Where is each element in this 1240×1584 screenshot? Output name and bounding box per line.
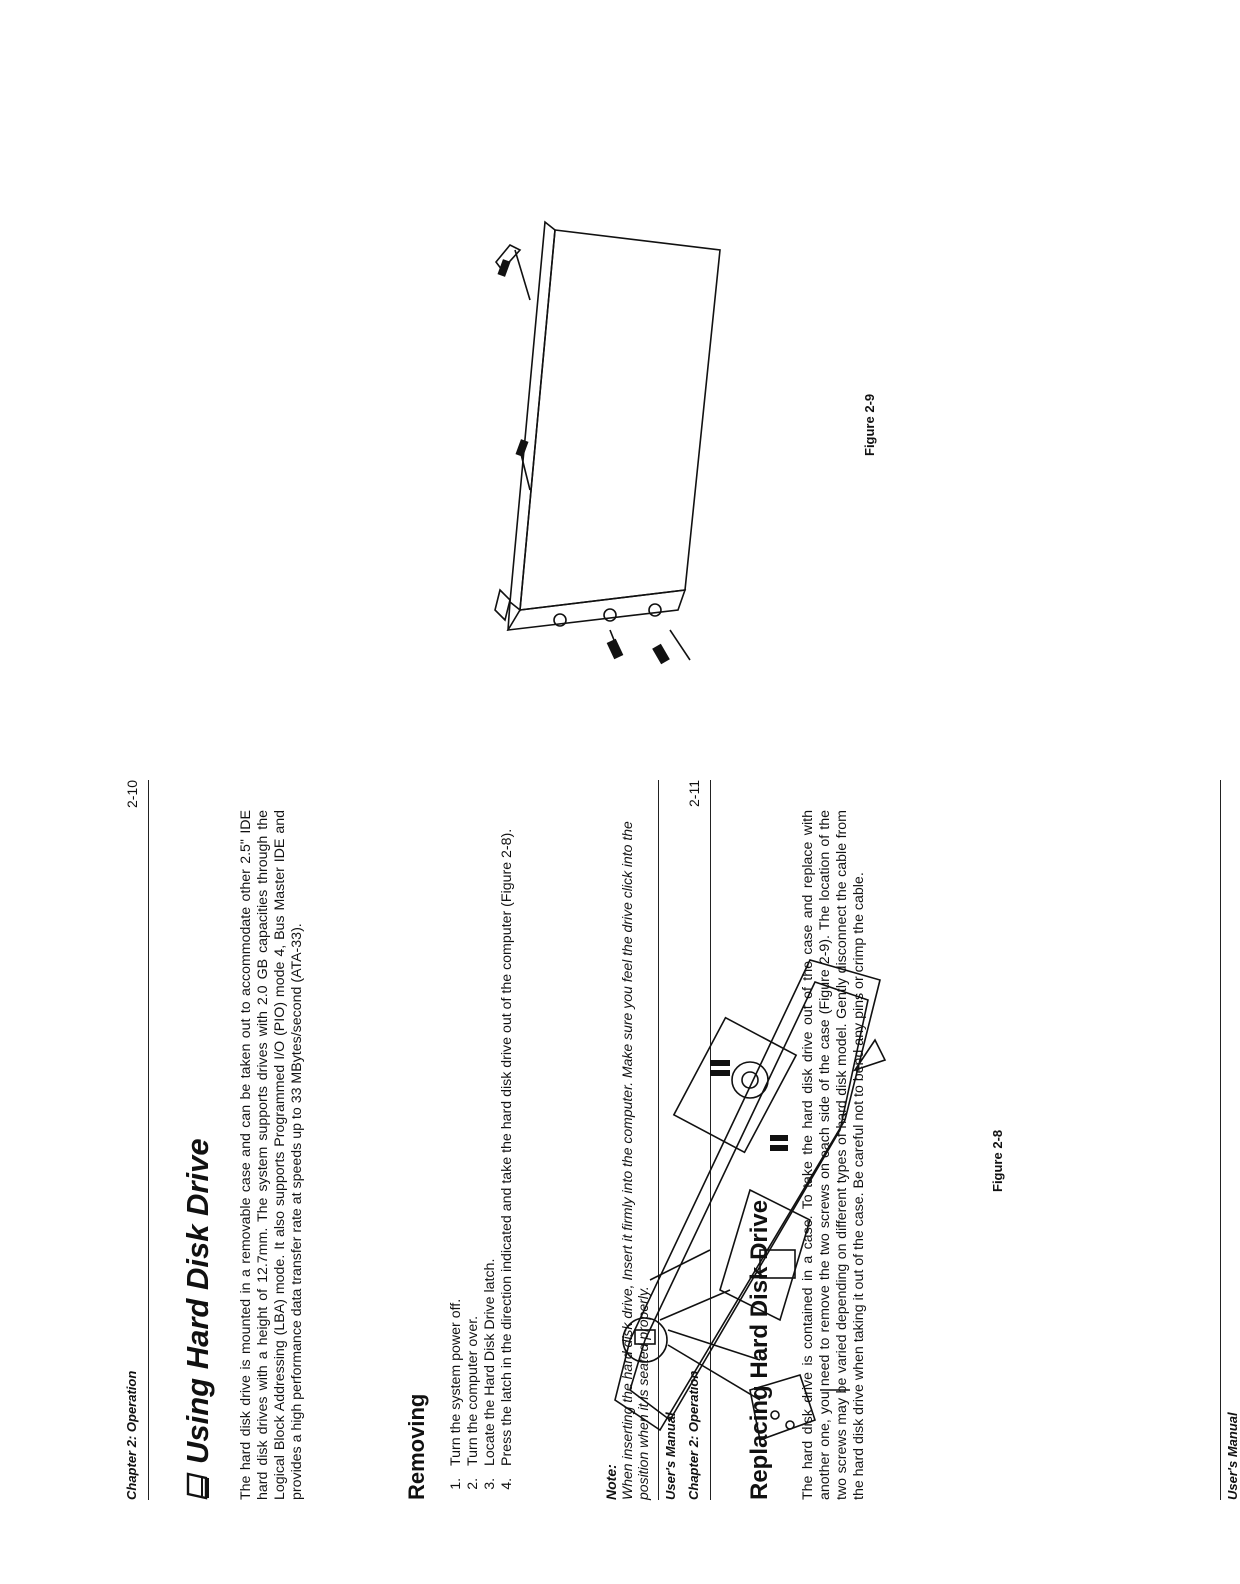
- page-header: [118, 780, 149, 1500]
- figure-2-8-drawing: [600, 920, 890, 1480]
- note-body: When inserting the hard disk drive, Insert it firmly into the computer. Make sure you feel the drive click into the position when it is seated properly.: [619, 821, 651, 1500]
- figure-2-8-caption: Figure 2-8: [990, 1129, 1005, 1192]
- list-item: 1. Turn the system power off.: [448, 784, 465, 1474]
- note-title: Note:: [603, 1464, 619, 1500]
- footer-label: User's Manual: [663, 1412, 678, 1500]
- page-title-text: Using Hard Disk Drive: [180, 1138, 215, 1464]
- list-item: 4. Press the latch in the direction indicated and take the hard disk drive out of the computer (Figure 2-8).: [499, 784, 516, 1474]
- page-2-10: [118, 780, 678, 1500]
- body-paragraph: The hard disk drive is contained in a case. To take the hard disk drive out of the case and replace with another one, you need to remove the two screws on each side of the case (Figure 2-9). The location of the two screws may be varied depending on different types of hard disk model. Gently disconnect the cable from the hard disk drive when taking it out of the case. Be careful not to bend any pins or crimp the cable.: [800, 810, 867, 1500]
- figure-2-9-caption: Figure 2-9: [862, 393, 877, 456]
- page-number: 2-10: [124, 780, 140, 809]
- footer-label: User's Manual: [1225, 1412, 1240, 1500]
- page-footer: [1220, 780, 1240, 1500]
- section-heading-removing: Removing: [404, 1393, 429, 1500]
- intro-paragraph: The hard disk drive is mounted in a removable case and can be taken out to accommodate other 2.5" IDE hard disk drives with a height of 12.7mm. The system supports drives with 2.0 GB capacities through the Logical Block Addressing (LBA) mode. It also supports Programmed I/O (PIO) mode 4, Bus Master IDE and provides a high performance data transfer rate at speeds up to 33 MBytes/second (ATA-33).: [238, 810, 305, 1500]
- page-number: 2-11: [686, 780, 702, 807]
- figure-2-9-drawing: [460, 190, 740, 650]
- chapter-label: Chapter 2: Operation: [686, 1370, 701, 1500]
- list-item: 3. Locate the Hard Disk Drive latch.: [482, 784, 499, 1474]
- list-item: 2. Turn the computer over.: [465, 784, 482, 1474]
- chapter-label: Chapter 2: Operation: [124, 1370, 139, 1500]
- figure-2-8-illustration: [513, 820, 533, 1480]
- hard-disk-icon: [186, 1472, 210, 1500]
- page-title: [180, 1138, 216, 1500]
- page-title: Replacing Hard Disk Drive: [746, 1199, 773, 1500]
- removal-steps: [448, 784, 516, 1500]
